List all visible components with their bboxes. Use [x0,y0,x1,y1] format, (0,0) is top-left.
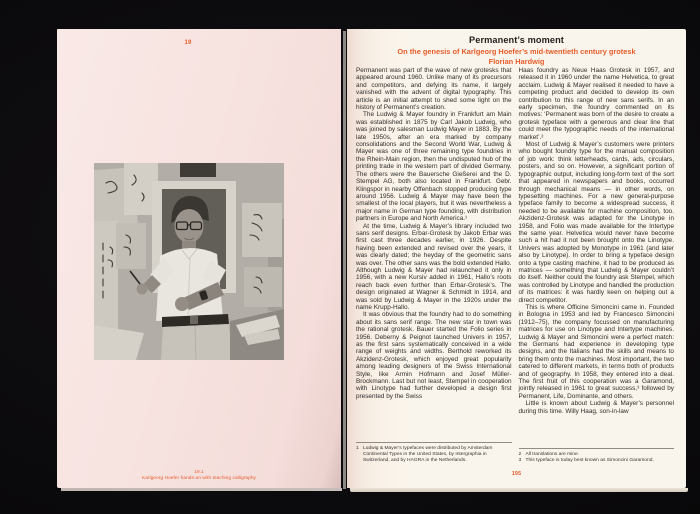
footnote-text: Ludwig & Mayer’s typefaces were distributed by Amsterdam Continental Types in the United States, by Intergraphia in Switzerland, and by HAGRA in the Netherlands. [363,446,493,464]
body-paragraph: The Ludwig & Mayer foundry in Frankfurt am Main was established in 1875 by Carl Jakob Ludwig, who was joined by salesman Ludwig Mayer in 1883. By the late 1950s, after an era marked by company consolidations and the Second World War, Ludwig & Mayer was one of three remaining type foundries in the Rhein-Main region, then the undisputed hub of the printing trade in the western part of divided Germany. The others were the Bauersche Gießerei and the D. Stempel AG, both also located in Frankfurt. Gebr. Klingspor in nearby Offenbach stopped producing type around 1956. Ludwig & Mayer may have been the smallest of the local players, but it was nevertheless a major name in German type founding, with distribution partners in Europe and North America.¹ [356,111,512,223]
footnote-rule [356,442,512,443]
body-paragraph: Little is known about Ludwig & Mayer’s personnel during this time. Willy Haag, son-in-law [518,400,674,415]
body-paragraph: Permanent was part of the wave of new grotesks that appeared around 1960. Unlike many of its precursors and competitors, and defying its name, it largely vanished with the advent of digital typography. This article is an initial attempt to shed some light on the history of Permanent’s creation. [356,67,512,112]
body-paragraph: This is where Officine Simoncini came in. Founded in Bologna in 1953 and led by Francesco Simoncini (1912–75), the company focussed on manufacturing matrices for use on Linotype and Intertype machines. Ludwig & Mayer and Simoncini were a perfect match: the Germans had experience in developing type designs, and the Italians had the skills and means to bring them onto the machines. Most important, the two catered to different markets, in terms both of products and of geography. In 1958, they entered into a deal. The first fruit of this cooperation was a Garamond, jointly released in 1961 to great success,³ followed by Permanent, Life, Dominante, and others. [518,304,674,400]
figure-caption-block [57,469,341,481]
footnote-text: This typeface is today best known as Simoncini Garamond. [525,458,654,464]
body-paragraph: It was obvious that the foundry had to do something about its sans serif range. The new star in town was the rational grotesk. Bauer started the Folio series in 1956. Deberny & Peignot launched Univers in 1957, as the first sans systematically conceived in a wide range of weights and widths. Berthold reworked its Akzidenz-Grotesk, which enjoyed great popularity among leading designers of the Swiss International Style, like Armin Hofmann and Josef Müller-Brockmann. Last but not least, Stempel in cooperation with Linotype had further developed a design first presented by the Swiss [356,311,512,400]
left-page-number: 19 [184,40,192,46]
photo-karlgeorg-hoefer [94,163,284,360]
figure-caption: Karlgeorg Hoefer hands-on with teaching calligraphy [141,475,257,480]
footnote [356,446,512,464]
footnotes-column-2 [519,448,675,464]
left-page [57,29,341,488]
footnote-list-2 [519,452,675,464]
right-page-number: 195 [511,471,522,477]
footnote-list-1 [356,446,512,464]
right-page [347,29,686,488]
footnote-text: All translations are mine. [525,452,580,458]
paragraph-list-2 [519,67,675,415]
article-author: Florian Hardwig [488,57,545,66]
text-column-1 [356,67,512,464]
text-column-2 [519,67,675,464]
footnote-number: 3 [518,458,522,464]
footnote-rule [519,448,675,449]
article-header [347,35,686,66]
paragraph-list-1 [356,67,512,400]
body-paragraph: At the time, Ludwig & Mayer’s library included two sans serif designs. Erbar-Grotesk by Jakob Erbar was first cast three decades earlier, in 1926. Despite having been extended and revised over the years, it was clearly dated; the heyday of the geometric sans was over. The other sans was the bold extended Hallo. Although Ludwig & Mayer had relaunched it only in 1956, with a new Kursiv added in 1961, Hallo’s roots reach back even further than Erbar-Grotesk’s. The design originated at Wagner & Schmidt in 1914, and was sold by Ludwig & Mayer in the 1920s under the name Krupp-Hallo. [356,222,512,311]
calligraphy-photo-illustration [94,163,284,360]
article-title: Permanent’s moment [469,35,564,45]
body-paragraph: Most of Ludwig & Mayer’s customers were printers who bought foundry type for the manual composition of job work: think letterheads, cards, ads, circulars, posters, and so on. However, a significant portion of typographic output, including long-form text of the sort that appeared in newspapers and books, occurred through mechanical means — in other words, on typesetting machines. For a new general-purpose typeface family to become a widespread success, it needed to be available for machine composition, too. Akzidenz-Grotesk was adapted for the Linotype in 1958, and Folio was made available for the Intertype the same year. Helvetica would never have become such a hit had it not been brought onto the Linotype. Univers was adopted by Monotype in 1961 (and later also by Linotype). In order to bring a typeface design onto a type casting machine, it had to be produced as matrices — something that Ludwig & Mayer couldn’t do itself. Neither could the foundry ask Stempel, which was controlled by Linotype and handled the production of its matrices: it was hardly keen on helping out a direct competitor. [518,141,674,304]
footnote-number: 2 [518,452,522,458]
article-body [356,67,674,464]
article-subtitle: On the genesis of Karlgeorg Hoefer’s mid-twentieth century grotesk [397,47,636,56]
body-paragraph: Haas foundry as Neue Haas Grotesk in 1957, and released it in 1960 under the name Helvetica, to great acclaim. Ludwig & Mayer realised it needed to have a competing product and decided to develop its own contribution to this range of new sans serifs. In an early specimen, the foundry commented on its motives: ‘Permanent was born of the desire to create a grotesk typeface with a generous and clear line that could meet the typographic needs of the international market’.² [518,67,674,141]
footnotes-column-1 [356,442,512,464]
footnote [519,458,675,464]
footnote-number: 1 [356,446,359,452]
figure-number: 19.1 [194,469,204,474]
